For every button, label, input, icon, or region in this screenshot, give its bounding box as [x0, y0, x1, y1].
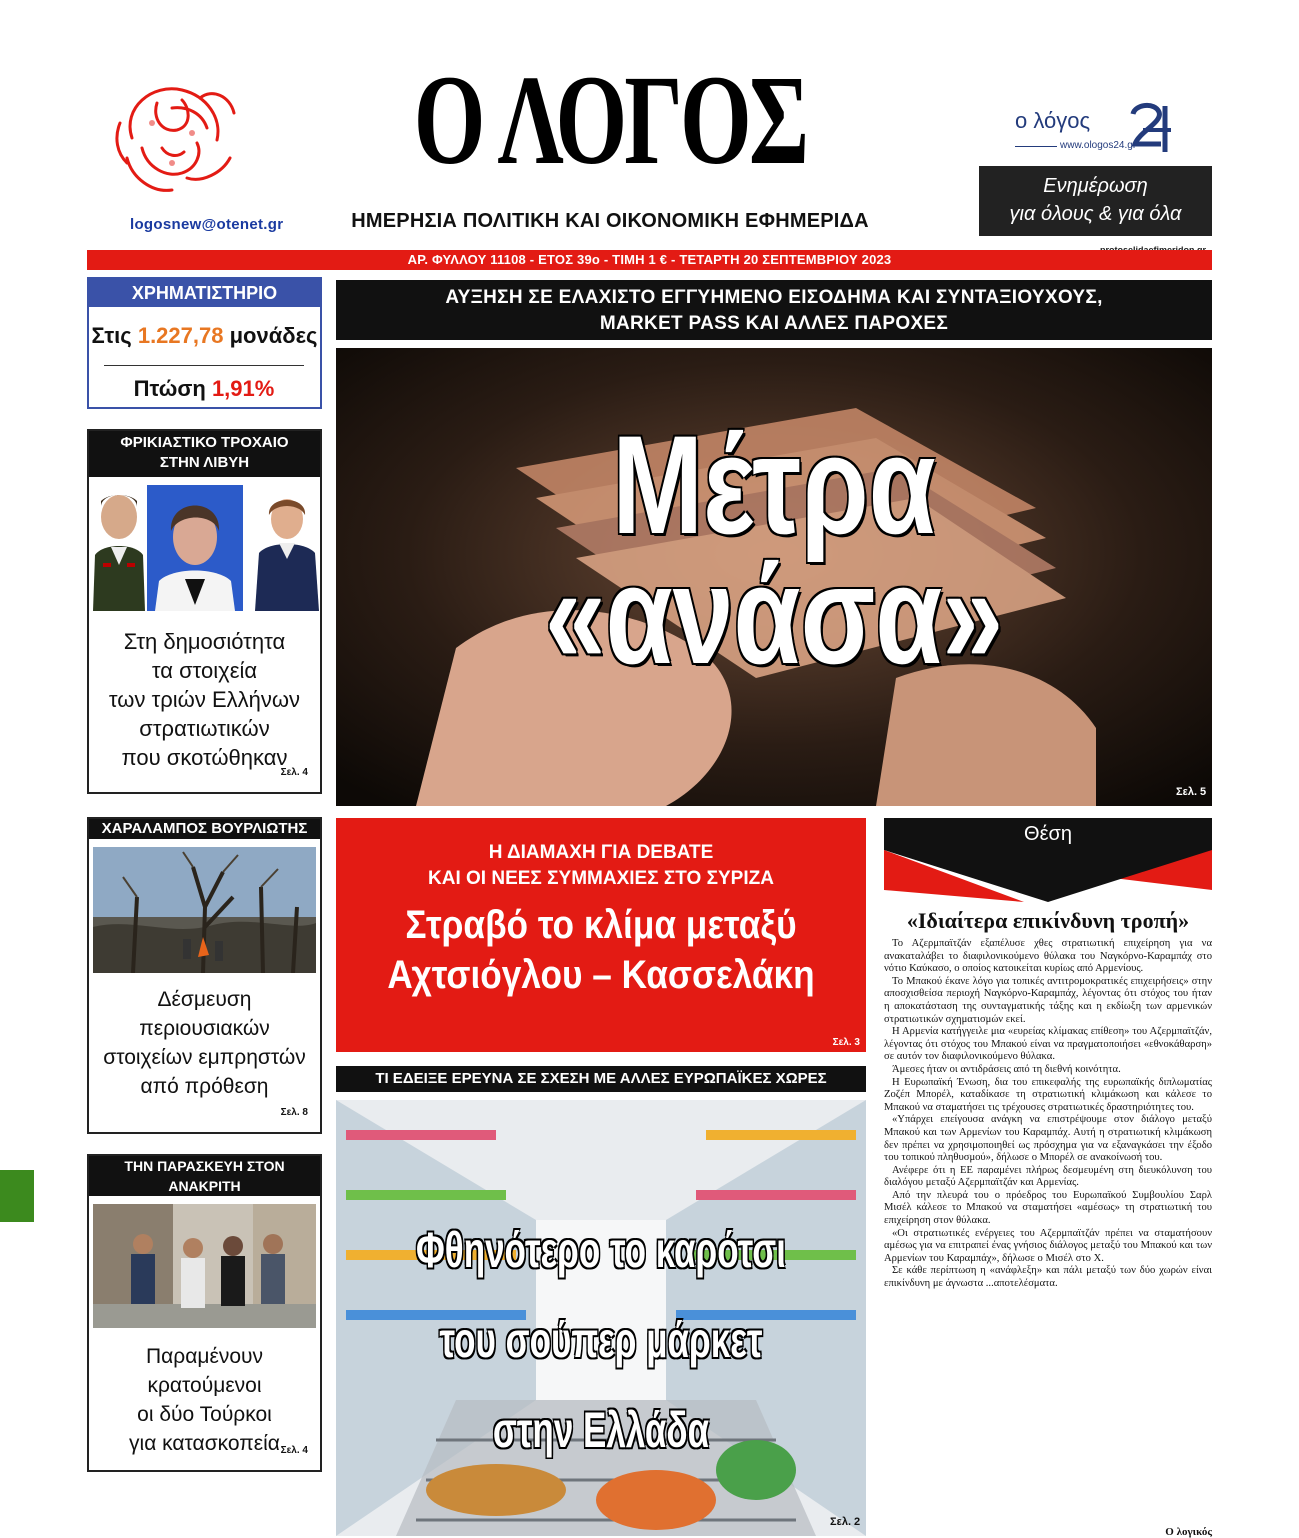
opinion-signature: Ο λογικός [1165, 1526, 1212, 1538]
libya-heading-line-2: ΣΤΗΝ ΛΙΒΥΗ [159, 454, 250, 471]
libya-soldiers-photo [89, 485, 320, 611]
libya-line: Στη δημοσιότητα [123, 629, 286, 654]
libya-line: στρατιωτικών [139, 716, 270, 741]
fire-story-heading: ΧΑΡΑΛΑΜΠΟΣ ΒΟΥΡΛΙΩΤΗΣ [89, 819, 320, 839]
spies-line: οι δύο Τούρκοι [137, 1403, 272, 1426]
site-url[interactable]: www.ologos24.gr [1060, 140, 1137, 151]
tagline-line-1: Ενημέρωση [1043, 175, 1148, 197]
fire-page-ref: Σελ. 8 [280, 1107, 308, 1118]
spies-line: κρατούμενοι [147, 1374, 262, 1397]
newspaper-logo-faces-icon [112, 78, 242, 198]
survey-headline [416, 1205, 787, 1475]
stock-change-prefix: Πτώση [133, 376, 212, 401]
stock-index-value: 1.227,78 [137, 323, 224, 348]
opinion-paragraph: «Υπάρχει επείγουσα ανάγκη να επιστρέψουμε στον διάλογο μεταξύ Μπακού και των Αρμενίων του Καραμπάχ. Αυτή η στρατιωτική κλιμάκωση δεν πρέπει να χρησιμοποιηθεί ως πρόσχημα για να εξαναγκάσει την έξοδο του τοπικού πληθυσμού», δήλωσε ο Μπορέλ σε ανακοίνωσή του. [884, 1114, 1212, 1164]
debate-page-ref: Σελ. 3 [832, 1037, 860, 1048]
stock-index-suffix: μονάδες [223, 323, 318, 348]
spies-story-heading: ΤΗΝ ΠΑΡΑΣΚΕΥΗ ΣΤΟΝ ΑΝΑΚΡΙΤΗ [89, 1156, 320, 1196]
opinion-paragraph: Η Αρμενία κατήγγειλε μια «ευρείας κλίμακας επίθεση» του Αζερμπαϊτζάν, λέγοντας ότι στόχος του Μπακού είναι να πραγματοποιήσει «εθνοκάθαρση» σε αυτόν τον διαφιλονικούμενο θύλακα. [884, 1026, 1212, 1063]
spies-story-box[interactable] [87, 1154, 322, 1472]
debate-headline-line-1: Στραβό το κλίμα μεταξύ [405, 903, 797, 947]
main-kicker-line-2: MARKET PASS ΚΑΙ ΑΛΛΕΣ ΠΑΡΟΧΕΣ [599, 313, 949, 334]
libya-story-box[interactable] [87, 429, 322, 794]
stock-index-line [89, 323, 320, 349]
fire-story-text [89, 985, 320, 1101]
spies-story-text [89, 1342, 320, 1458]
fire-line: Δέσμευση [157, 988, 252, 1011]
opinion-paragraph: Το Μπακού έκανε λόγο για τοπικές αντιτρομοκρατικές επιχειρήσεις» στην αποσχισθείσα περιοχή Ναγκόρνο-Καραμπάχ, λέγοντας ότι στόχος του ήταν η αποκατάσταση της συνταγματικής τάξης και η εκδίωξη των αρμενικών στρατιωτικών σχηματισμών εκεί. [884, 975, 1212, 1025]
survey-page-ref: Σελ. 2 [830, 1516, 861, 1528]
newspaper-title: Ο ΛΟΓΟΣ [413, 49, 807, 191]
debate-story-box[interactable] [336, 818, 866, 1052]
site-brand-name: ο λόγος [1015, 108, 1091, 133]
survey-kicker: ΤΙ ΕΔΕΙΞΕ ΕΡΕΥΝΑ ΣΕ ΣΧΕΣΗ ΜΕ ΑΛΛΕΣ ΕΥΡΩΠΑΪΚΕΣ ΧΩΡΕΣ [336, 1066, 866, 1092]
detainees-photo [93, 1204, 316, 1328]
spies-line: Παραμένουν [145, 1345, 264, 1368]
spies-page-ref: Σελ. 4 [280, 1445, 308, 1456]
main-headline [432, 406, 1115, 693]
survey-headline-line-2: του σούπερ μάρκετ στην Ελλάδα [439, 1312, 763, 1458]
libya-story-heading [89, 431, 320, 477]
opinion-paragraph: Σε κάθε περίπτωση η «ανάφλεξη» και πάλι μεταξύ των δύο χωρών είναι επικίνδυνη με άγνωστα ...αποτελέσματα. [884, 1265, 1212, 1290]
debate-headline-line-2: Αχτσιόγλου – Κασσελάκη [387, 953, 815, 997]
side-color-tab [0, 1170, 34, 1222]
libya-heading-line-1: ΦΡΙΚΙΑΣΤΙΚΟ ΤΡΟΧΑΙΟ [120, 434, 289, 451]
fire-line: στοιχείων εμπρηστών [103, 1046, 306, 1069]
fire-line: από πρόθεση [140, 1075, 269, 1098]
stock-market-heading: ΧΡΗΜΑΤΙΣΤΗΡΙΟ [89, 279, 320, 307]
libya-line: που σκοτώθηκαν [121, 745, 288, 770]
site-url-rule [1015, 146, 1057, 147]
stock-market-box [87, 277, 322, 409]
fire-story-box[interactable] [87, 817, 322, 1134]
spies-line: για κατασκοπεία [129, 1432, 280, 1455]
tagline-line-2: για όλους & για όλα [1009, 203, 1182, 225]
newspaper-subtitle: ΗΜΕΡΗΣΙΑ ΠΟΛΙΤΙΚΗ ΚΑΙ ΟΙΚΟΝΟΜΙΚΗ ΕΦΗΜΕΡΙΔΑ [351, 210, 869, 232]
main-page-ref: Σελ. 5 [1176, 786, 1207, 798]
opinion-title: «Ιδιαίτερα επικίνδυνη τροπή» [906, 908, 1190, 933]
debate-kicker [336, 840, 866, 892]
main-headline-line-2: «ανάσα» [544, 536, 1004, 693]
opinion-paragraph: «Οι στρατιωτικές ενέργειες του Αζερμπαϊτζάν πρέπει να σταματήσουν αμέσως για να επιτραπεί ένας γνήσιος διάλογος μεταξύ του Μπακού και των Αρμενίων του Καραμπάχ», δήλωσε ο Μισέλ στο Χ. [884, 1227, 1212, 1264]
libya-story-text [89, 627, 320, 772]
main-headline-line-1: Μέτρα [612, 406, 936, 563]
issue-info: ΑΡ. ΦΥΛΛΟΥ 11108 - ΕΤΟΣ 39ο - ΤΙΜΗ 1 € - ΤΕΤΑΡΤΗ 20 ΣΕΠΤΕΜΒΡΙΟΥ 2023 [407, 252, 892, 267]
debate-headline [368, 900, 834, 1000]
opinion-section-label: Θέση [884, 818, 1212, 850]
libya-line: τα στοιχεία [151, 658, 258, 683]
debate-kicker-line-1: Η ΔΙΑΜΑΧΗ ΓΙΑ DEBATE [488, 842, 714, 863]
stock-index-prefix: Στις [91, 323, 138, 348]
opinion-body [884, 938, 1212, 1291]
main-kicker-line-1: ΑΥΞΗΣΗ ΣΕ ΕΛΑΧΙΣΤΟ ΕΓΓΥΗΜΕΝΟ ΕΙΣΟΔΗΜΑ ΚΑΙ ΣΥΝΤΑΞΙΟΥΧΟΥΣ, [445, 287, 1103, 308]
stock-change-value: 1,91% [211, 376, 275, 401]
opinion-paragraph: Το Αζερμπαϊτζάν εξαπέλυσε χθες στρατιωτική επιχείρηση για να ανακαταλάβει το διαφιλονικούμενο θύλακα του Ναγκόρνο-Καραμπάχ στο νότιο Καύκασο, ο οποίος κατοικείται κυρίως από Αρμενίους. [884, 938, 1212, 975]
tagline-box [979, 166, 1212, 236]
burned-forest-photo [93, 847, 316, 973]
stock-change-line [104, 365, 304, 402]
survey-headline-line-1: Φθηνότερο το καρότσι [416, 1222, 786, 1278]
opinion-paragraph: Η Ευρωπαϊκή Ένωση, δια του επικεφαλής της ευρωπαϊκής διπλωματίας Ζοζέπ Μπορέλ, καταδίκασε τη στρατιωτική κλιμάκωση και κάλεσε το Μπακού να σταματήσει τις τρέχουσες στρατιωτικές δραστηριότητες του. [884, 1076, 1212, 1113]
debate-kicker-line-2: ΚΑΙ ΟΙ ΝΕΕΣ ΣΥΜΜΑΧΙΕΣ ΣΤΟ ΣΥΡΙΖΑ [428, 868, 774, 889]
opinion-paragraph: Ανέφερε ότι η ΕΕ παραμένει πλήρως δεσμευμένη στη διευκόλυνση του διαλόγου μεταξύ Αζερμπαϊτζάν και Αρμενίας. [884, 1164, 1212, 1189]
contact-email[interactable]: logosnew@otenet.gr [130, 216, 284, 233]
fire-line: περιουσιακών [139, 1017, 270, 1040]
libya-page-ref: Σελ. 4 [280, 767, 308, 778]
libya-line: των τριών Ελλήνων [108, 687, 301, 712]
main-story-kicker [336, 280, 1212, 340]
opinion-banner-decoration [884, 850, 1212, 902]
opinion-paragraph: Άμεσες ήταν οι αντιδράσεις από τη διεθνή κοινότητα. [892, 1063, 1121, 1075]
opinion-paragraph: Από την πλευρά του ο πρόεδρος του Ευρωπαϊκού Συμβουλίου Σαρλ Μισέλ κάλεσε το Μπακού να σταματήσει «αμέσως» τη στρατιωτική του επιχείρηση στον θύλακα. [884, 1189, 1212, 1227]
